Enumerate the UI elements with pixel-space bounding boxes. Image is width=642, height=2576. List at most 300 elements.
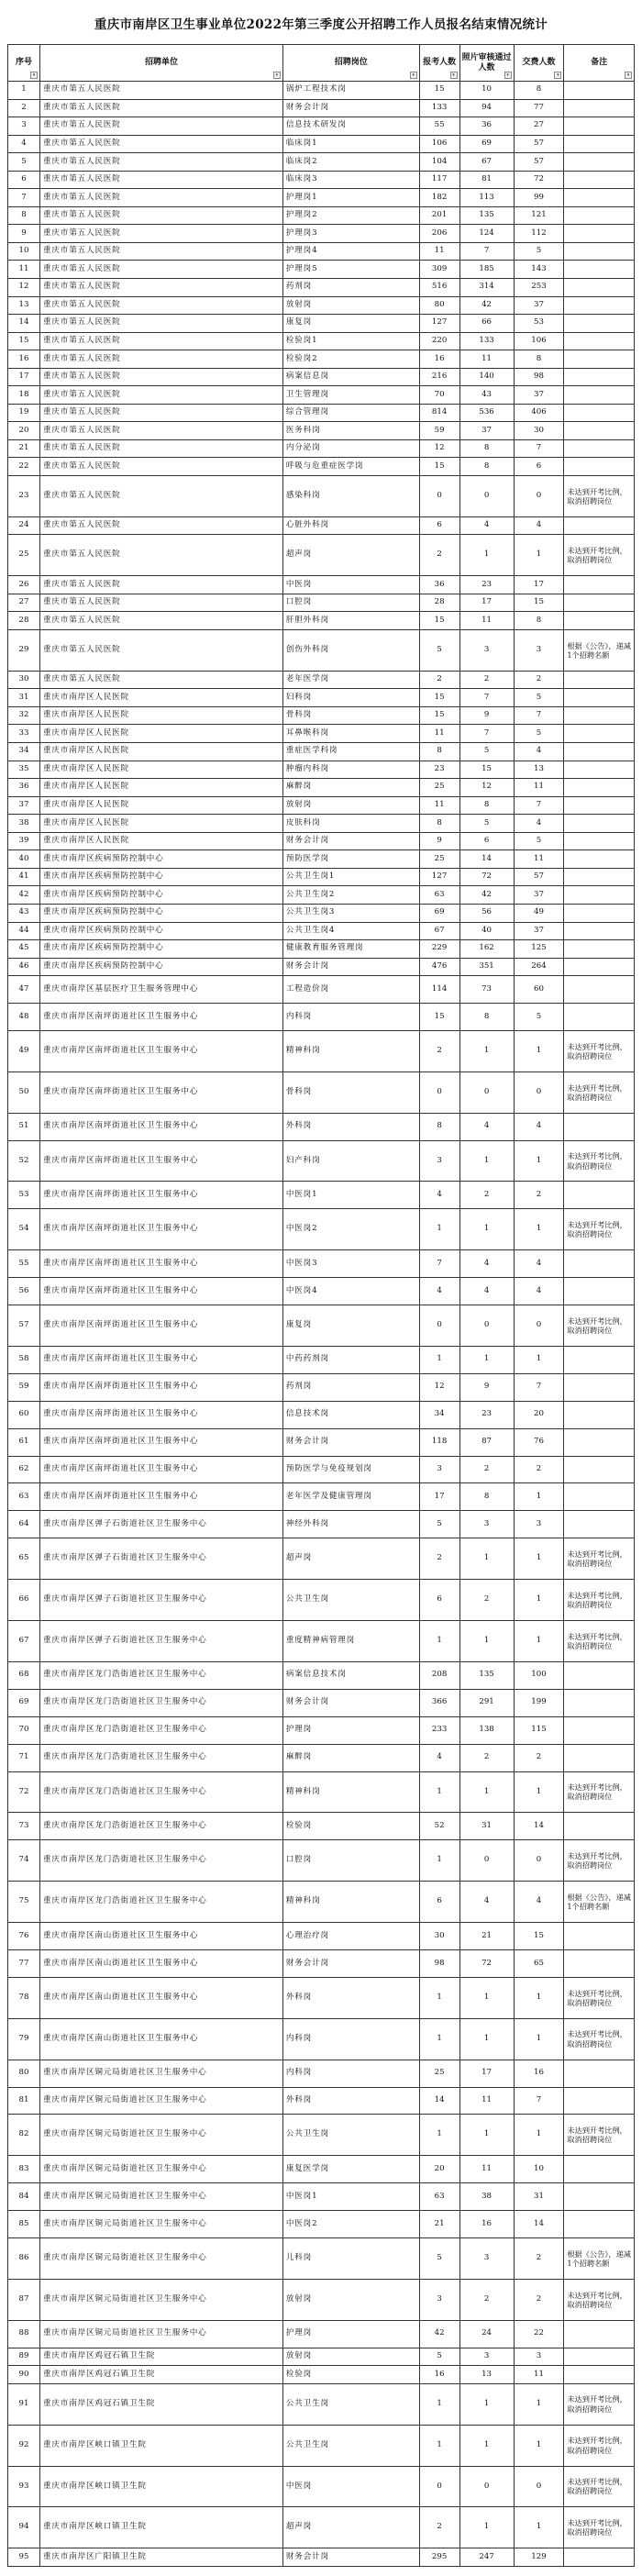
header-cell-unit[interactable]: 招聘单位 ▾ [40,45,283,82]
cell-photo-approved: 138 [459,1716,514,1744]
cell-photo-approved: 5 [459,743,514,761]
cell-applicants: 1 [419,1977,459,2018]
header-cell-paid[interactable]: 交费人数 ▾ [514,45,564,82]
cell-remarks [564,1278,635,1305]
cell-applicants: 52 [419,1813,459,1840]
cell-paid: 5 [514,1004,564,1031]
cell-photo-approved: 69 [459,135,514,153]
cell-remarks [564,117,635,136]
cell-position: 检验岗1 [282,332,419,350]
table-row [8,1373,635,1401]
cell-remarks [564,296,635,315]
cell-remarks [564,958,635,976]
table-row [8,135,635,153]
cell-unit: 重庆市南岸区疾病预防控制中心 [40,958,283,976]
cell-applicants: 516 [419,279,459,297]
cell-unit: 重庆市第五人民医院 [40,225,283,243]
cell-unit: 重庆市第五人民医院 [40,315,283,333]
cell-unit: 重庆市第五人民医院 [40,594,283,612]
cell-paid: 6 [514,458,564,476]
cell-photo-approved: 3 [459,1511,514,1538]
cell-position: 财务会计岗 [282,958,419,976]
cell-unit: 重庆市南岸区南坪街道社区卫生服务中心 [40,1182,283,1209]
cell-photo-approved: 94 [459,99,514,117]
cell-photo-approved: 42 [459,296,514,315]
cell-unit: 重庆市南岸区南山街道社区卫生服务中心 [40,2018,283,2060]
cell-unit: 重庆市南岸区铜元局街道社区卫生服务中心 [40,2060,283,2087]
cell-index: 43 [8,904,40,922]
cell-index: 73 [8,1813,40,1840]
cell-paid: 4 [514,516,564,535]
cell-photo-approved: 4 [459,516,514,535]
cell-index: 9 [8,225,40,243]
cell-position: 康复医学岗 [282,2156,419,2183]
cell-remarks [564,743,635,761]
cell-applicants: 133 [419,99,459,117]
cell-remarks [564,2060,635,2087]
cell-remarks [564,1004,635,1031]
cell-unit: 重庆市第五人民医院 [40,629,283,671]
cell-index: 8 [8,206,40,225]
cell-photo-approved: 36 [459,117,514,136]
cell-photo-approved: 40 [459,922,514,940]
cell-position: 耳鼻喉科岗 [282,725,419,743]
table-row [8,1923,635,1950]
cell-unit: 重庆市第五人民医院 [40,612,283,630]
cell-applicants: 42 [419,2320,459,2348]
cell-unit: 重庆市南岸区弹子石街道社区卫生服务中心 [40,1580,283,1621]
cell-photo-approved: 1 [459,2425,514,2466]
cell-index: 22 [8,458,40,476]
cell-paid: 8 [514,82,564,100]
cell-photo-approved: 11 [459,612,514,630]
cell-index: 30 [8,671,40,689]
cell-applicants: 0 [419,2466,459,2507]
cell-remarks [564,516,635,535]
cell-applicants: 12 [419,439,459,458]
cell-index: 15 [8,332,40,350]
table-row [8,117,635,136]
cell-position: 病案信息岗 [282,368,419,386]
cell-unit: 重庆市南岸区鸡冠石镇卫生院 [40,2383,283,2425]
cell-index: 25 [8,535,40,576]
cell-unit: 重庆市南岸区人民医院 [40,689,283,707]
cell-position: 公共卫生岗 [282,2425,419,2466]
cell-unit: 重庆市南岸区基层医疗卫生服务管理中心 [40,976,283,1004]
cell-paid: 7 [514,796,564,815]
cell-unit: 重庆市南岸区龙门浩街道社区卫生服务中心 [40,1661,283,1689]
cell-position: 公共卫生岗3 [282,904,419,922]
table-row [8,2087,635,2115]
cell-applicants: 114 [419,976,459,1004]
cell-applicants: 295 [419,2548,459,2567]
cell-photo-approved: 1 [459,1030,514,1071]
cell-position: 感染科岗 [282,476,419,517]
cell-unit: 重庆市南岸区南坪街道社区卫生服务中心 [40,1030,283,1071]
table-row [8,1977,635,2018]
cell-paid: 1 [514,1771,564,1813]
table-row [8,296,635,315]
table-row [8,832,635,850]
cell-photo-approved: 185 [459,261,514,279]
cell-remarks: 未达到开考比例，取消招聘岗位 [564,1071,635,1113]
cell-unit: 重庆市南岸区弹子石街道社区卫生服务中心 [40,1621,283,1662]
cell-applicants: 208 [419,1661,459,1689]
cell-remarks [564,368,635,386]
cell-position: 预防医学岗 [282,850,419,869]
cell-applicants: 80 [419,296,459,315]
table-row [8,796,635,815]
table-row [8,242,635,261]
cell-remarks [564,706,635,725]
cell-photo-approved: 8 [459,1004,514,1031]
cell-remarks [564,2156,635,2183]
cell-remarks: 未达到开考比例，取消招聘岗位 [564,2466,635,2507]
cell-photo-approved: 42 [459,886,514,905]
filter-dropdown-icon[interactable]: ▾ [410,72,417,79]
cell-unit: 重庆市南岸区南山街道社区卫生服务中心 [40,1977,283,2018]
cell-position: 中医岗 [282,576,419,594]
header-cell-index[interactable]: 序号 ▾ [8,45,40,82]
cell-applicants: 15 [419,1004,459,1031]
cell-photo-approved: 113 [459,189,514,207]
cell-applicants: 20 [419,2156,459,2183]
table-row [8,1182,635,1209]
cell-remarks: 根据《公告》，递减1个招聘名额 [564,629,635,671]
cell-paid: 2 [514,1182,564,1209]
filter-dropdown-icon[interactable]: ▾ [450,72,458,79]
cell-unit: 重庆市第五人民医院 [40,82,283,100]
cell-position: 工程造价岗 [282,976,419,1004]
table-row [8,576,635,594]
cell-paid: 1 [514,2507,564,2548]
cell-index: 17 [8,368,40,386]
cell-paid: 2 [514,2238,564,2280]
cell-photo-approved: 43 [459,386,514,405]
cell-index: 45 [8,940,40,959]
cell-position: 中医岗1 [282,1182,419,1209]
cell-photo-approved: 135 [459,206,514,225]
cell-applicants: 3 [419,1456,459,1483]
cell-unit: 重庆市第五人民医院 [40,671,283,689]
cell-unit: 重庆市南岸区南山街道社区卫生服务中心 [40,1949,283,1977]
cell-unit: 重庆市南岸区人民医院 [40,832,283,850]
table-row [8,422,635,440]
cell-position: 放射岗 [282,2348,419,2366]
cell-photo-approved: 1 [459,2115,514,2156]
cell-applicants: 201 [419,206,459,225]
cell-paid: 1 [514,1580,564,1621]
cell-photo-approved: 17 [459,594,514,612]
cell-photo-approved: 3 [459,629,514,671]
cell-applicants: 12 [419,1373,459,1401]
cell-remarks [564,671,635,689]
cell-applicants: 69 [419,904,459,922]
cell-position: 外科岗 [282,1113,419,1140]
cell-paid: 4 [514,815,564,833]
cell-unit: 重庆市南岸区峡口镇卫生院 [40,2466,283,2507]
cell-index: 63 [8,1483,40,1511]
table-row [8,1813,635,1840]
cell-applicants: 4 [419,1182,459,1209]
cell-photo-approved: 10 [459,82,514,100]
cell-applicants: 1 [419,2115,459,2156]
cell-applicants: 15 [419,612,459,630]
cell-position: 中医岗1 [282,2183,419,2211]
cell-photo-approved: 8 [459,458,514,476]
cell-photo-approved: 72 [459,868,514,886]
table-row [8,315,635,333]
cell-applicants: 182 [419,189,459,207]
table-row [8,1716,635,1744]
cell-index: 5 [8,153,40,172]
table-row [8,1209,635,1250]
cell-remarks [564,1923,635,1950]
table-row [8,2115,635,2156]
cell-applicants: 3 [419,2279,459,2320]
cell-index: 37 [8,796,40,815]
table-row [8,886,635,905]
cell-applicants: 0 [419,1071,459,1113]
cell-paid: 4 [514,1250,564,1278]
table-row [8,332,635,350]
cell-applicants: 67 [419,922,459,940]
cell-position: 公共卫生岗 [282,1580,419,1621]
table-row [8,171,635,189]
cell-applicants: 63 [419,2183,459,2211]
table-row [8,1744,635,1771]
filter-dropdown-icon[interactable]: ▾ [30,72,38,79]
cell-photo-approved: 8 [459,1483,514,1511]
cell-index: 12 [8,279,40,297]
cell-unit: 重庆市南岸区南坪街道社区卫生服务中心 [40,1428,283,1456]
cell-remarks [564,2087,635,2115]
cell-position: 检验岗 [282,1813,419,1840]
cell-remarks [564,99,635,117]
cell-index: 34 [8,743,40,761]
filter-dropdown-icon[interactable]: ▾ [554,72,561,79]
cell-photo-approved: 11 [459,350,514,369]
cell-position: 精神科岗 [282,1882,419,1923]
cell-unit: 重庆市南岸区南坪街道社区卫生服务中心 [40,1483,283,1511]
cell-remarks: 未达到开考比例，取消招聘岗位 [564,2425,635,2466]
cell-applicants: 11 [419,796,459,815]
cell-position: 健康教育服务管理岗 [282,940,419,959]
cell-paid: 7 [514,706,564,725]
cell-remarks [564,922,635,940]
cell-position: 皮肤科岗 [282,815,419,833]
table-row [8,706,635,725]
cell-position: 康复岗 [282,315,419,333]
cell-unit: 重庆市南岸区铜元局街道社区卫生服务中心 [40,2320,283,2348]
cell-position: 中医岗2 [282,2211,419,2238]
cell-applicants: 1 [419,1621,459,1662]
cell-photo-approved: 8 [459,796,514,815]
cell-paid: 5 [514,725,564,743]
cell-photo-approved: 11 [459,2156,514,2183]
cell-paid: 1 [514,2383,564,2425]
cell-paid: 49 [514,904,564,922]
cell-position: 检验岗2 [282,350,419,369]
cell-photo-approved: 0 [459,2466,514,2507]
cell-photo-approved: 2 [459,1182,514,1209]
cell-index: 78 [8,1977,40,2018]
cell-paid: 57 [514,135,564,153]
cell-index: 90 [8,2366,40,2384]
cell-unit: 重庆市南岸区南坪街道社区卫生服务中心 [40,1250,283,1278]
cell-index: 87 [8,2279,40,2320]
cell-photo-approved: 7 [459,242,514,261]
cell-applicants: 34 [419,1401,459,1428]
cell-photo-approved: 72 [459,1949,514,1977]
header-cell-photo-approved[interactable]: 照片审核通过人数 ▾ [459,45,514,82]
cell-paid: 1 [514,1977,564,2018]
table-row [8,689,635,707]
cell-unit: 重庆市南岸区南坪街道社区卫生服务中心 [40,1209,283,1250]
cell-index: 10 [8,242,40,261]
table-row [8,2466,635,2507]
cell-applicants: 216 [419,368,459,386]
cell-position: 放射岗 [282,2279,419,2320]
header-cell-applicants[interactable]: 报考人数 ▾ [419,45,459,82]
filter-dropdown-icon[interactable]: ▾ [273,72,281,79]
cell-applicants: 2 [419,535,459,576]
cell-index: 91 [8,2383,40,2425]
cell-index: 80 [8,2060,40,2087]
table-row [8,2156,635,2183]
cell-photo-approved: 23 [459,1401,514,1428]
table-row [8,1346,635,1373]
cell-unit: 重庆市南岸区铜元局街道社区卫生服务中心 [40,2183,283,2211]
cell-photo-approved: 0 [459,476,514,517]
cell-index: 4 [8,135,40,153]
cell-index: 67 [8,1621,40,1662]
cell-remarks: 未达到开考比例，取消招聘岗位 [564,535,635,576]
cell-position: 锅炉工程技术岗 [282,82,419,100]
cell-applicants: 1 [419,1771,459,1813]
cell-index: 20 [8,422,40,440]
cell-index: 13 [8,296,40,315]
cell-remarks [564,1113,635,1140]
table-row [8,2548,635,2567]
cell-photo-approved: 1 [459,1209,514,1250]
cell-paid: 22 [514,2320,564,2348]
table-row [8,2211,635,2238]
cell-paid: 72 [514,171,564,189]
cell-paid: 76 [514,1428,564,1456]
cell-applicants: 98 [419,1949,459,1977]
cell-paid: 30 [514,422,564,440]
cell-remarks [564,2211,635,2238]
cell-index: 88 [8,2320,40,2348]
cell-photo-approved: 31 [459,1813,514,1840]
cell-photo-approved: 11 [459,2087,514,2115]
cell-position: 财务会计岗 [282,832,419,850]
cell-paid: 53 [514,315,564,333]
cell-paid: 3 [514,1511,564,1538]
cell-unit: 重庆市南岸区南坪街道社区卫生服务中心 [40,1278,283,1305]
cell-unit: 重庆市第五人民医院 [40,296,283,315]
cell-applicants: 1 [419,1840,459,1882]
table-row [8,261,635,279]
cell-paid: 37 [514,886,564,905]
cell-photo-approved: 124 [459,225,514,243]
cell-remarks [564,832,635,850]
cell-unit: 重庆市南岸区龙门浩街道社区卫生服务中心 [40,1813,283,1840]
cell-paid: 125 [514,940,564,959]
cell-index: 75 [8,1882,40,1923]
header-cell-remarks[interactable]: 备注 ▾ [564,45,635,82]
cell-applicants: 3 [419,1140,459,1182]
cell-remarks: 未达到开考比例，取消招聘岗位 [564,2115,635,2156]
cell-paid: 10 [514,2156,564,2183]
cell-photo-approved: 291 [459,1689,514,1716]
cell-photo-approved: 2 [459,1580,514,1621]
cell-unit: 重庆市南岸区人民医院 [40,725,283,743]
cell-photo-approved: 4 [459,1250,514,1278]
cell-applicants: 309 [419,261,459,279]
header-cell-position[interactable]: 招聘岗位 ▾ [282,45,419,82]
filter-dropdown-icon[interactable]: ▾ [504,72,512,79]
cell-applicants: 5 [419,1511,459,1538]
cell-applicants: 1 [419,1209,459,1250]
cell-paid: 99 [514,189,564,207]
cell-applicants: 5 [419,629,459,671]
cell-paid: 37 [514,296,564,315]
cell-unit: 重庆市南岸区疾病预防控制中心 [40,850,283,869]
cell-remarks [564,171,635,189]
cell-index: 92 [8,2425,40,2466]
cell-remarks [564,612,635,630]
cell-paid: 11 [514,850,564,869]
cell-remarks: 未达到开考比例，取消招聘岗位 [564,1140,635,1182]
cell-index: 6 [8,171,40,189]
cell-paid: 0 [514,2466,564,2507]
cell-paid: 129 [514,2548,564,2567]
table-row [8,779,635,797]
cell-applicants: 220 [419,332,459,350]
cell-photo-approved: 1 [459,535,514,576]
cell-unit: 重庆市第五人民医院 [40,242,283,261]
cell-unit: 重庆市第五人民医院 [40,576,283,594]
cell-photo-approved: 0 [459,1071,514,1113]
cell-photo-approved: 21 [459,1923,514,1950]
cell-remarks [564,1744,635,1771]
cell-remarks [564,2348,635,2366]
cell-paid: 1 [514,2115,564,2156]
table-row [8,629,635,671]
cell-remarks: 根据《公告》，递减1个招聘名额 [564,2238,635,2280]
table-row [8,1949,635,1977]
cell-applicants: 11 [419,242,459,261]
cell-applicants: 21 [419,2211,459,2238]
cell-applicants: 17 [419,1483,459,1511]
cell-index: 95 [8,2548,40,2567]
cell-remarks [564,439,635,458]
cell-paid: 11 [514,2366,564,2384]
table-row [8,2238,635,2280]
cell-unit: 重庆市第五人民医院 [40,476,283,517]
table-row [8,350,635,369]
cell-remarks [564,2183,635,2211]
cell-paid: 14 [514,1813,564,1840]
cell-photo-approved: 24 [459,2320,514,2348]
filter-dropdown-icon[interactable]: ▾ [625,72,632,79]
cell-applicants: 11 [419,725,459,743]
cell-index: 68 [8,1661,40,1689]
cell-unit: 重庆市南岸区疾病预防控制中心 [40,886,283,905]
cell-remarks [564,886,635,905]
